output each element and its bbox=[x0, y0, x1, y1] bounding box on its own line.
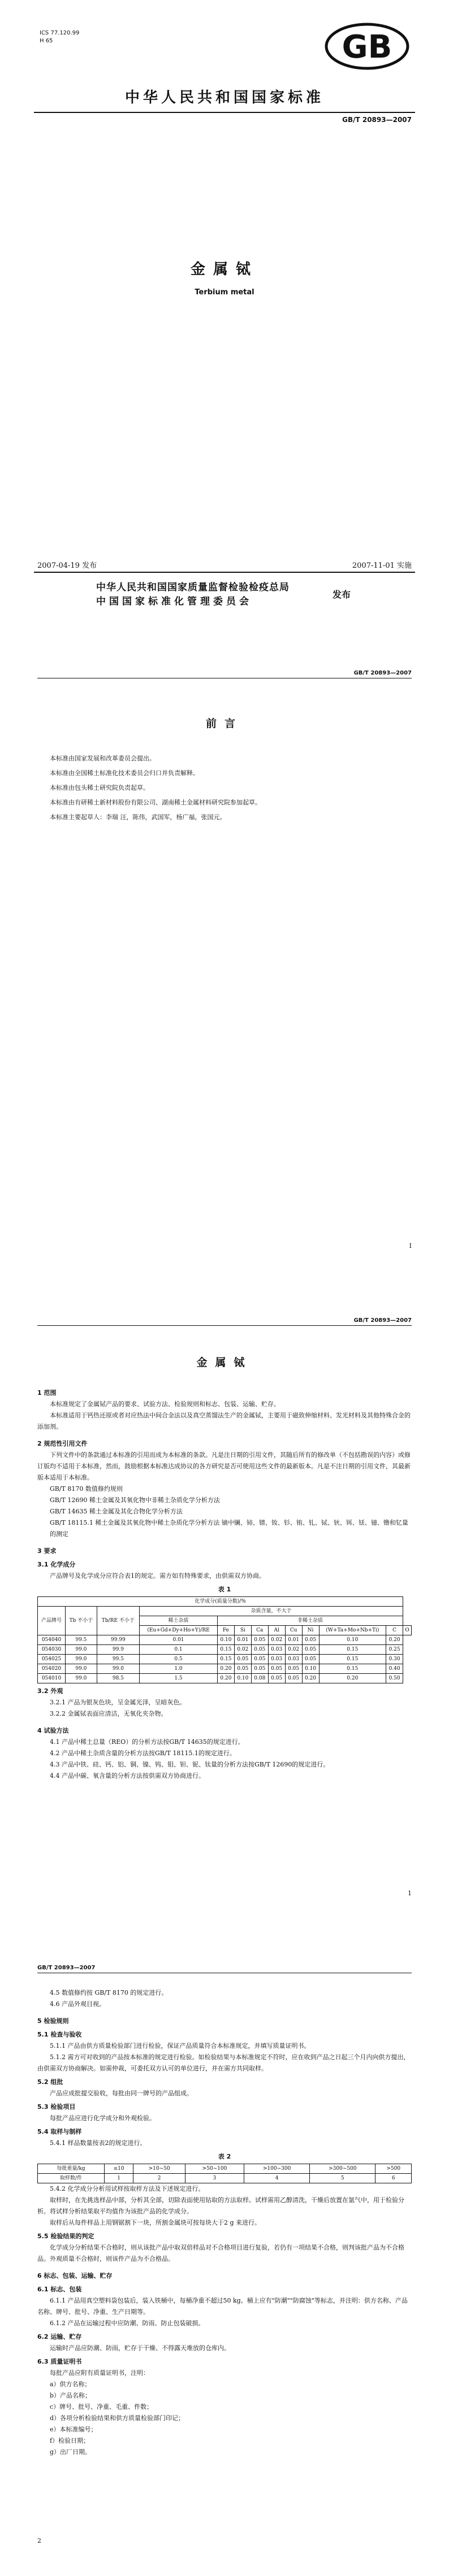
table-cell: 0.10 bbox=[319, 1635, 386, 1645]
col-impurity: Cu bbox=[285, 1626, 302, 1635]
subsection-heading: 5.4 取样与制样 bbox=[37, 2128, 82, 2135]
body-paragraph: 5.4.1 样品数量按表2的规定进行。 bbox=[50, 2139, 146, 2147]
table-cell: 0.5 bbox=[140, 1655, 218, 1664]
body-paragraph: 4.2 产品中稀土杂质含量的分析方法按GB/T 18115.1的规定进行。 bbox=[50, 1750, 236, 1757]
body-paragraph: 产品应成批提交验收，每批由同一牌号的产品组成。 bbox=[50, 2090, 193, 2097]
table-cell: 99.5 bbox=[97, 1655, 139, 1664]
table-cell: 0.15 bbox=[319, 1645, 386, 1655]
col-impurity: Fe bbox=[217, 1626, 234, 1635]
gb-logo-icon bbox=[325, 23, 409, 70]
running-header: GB/T 20893—2007 bbox=[353, 670, 412, 676]
body-paragraph: 本标准规定了金属铽产品的要求、试验方法、检验规则和标志、包装、运输、贮存。 bbox=[50, 1400, 280, 1408]
body-paragraph: 产品牌号及化学成分应符合表1的规定。需方如有特殊要求，由供需双方协商。 bbox=[50, 1572, 265, 1579]
ics-code: ICS 77.120.99 bbox=[40, 30, 80, 36]
publish-date: 2007-04-19 发布 bbox=[37, 562, 97, 570]
table-cell: 99.0 bbox=[97, 1664, 139, 1674]
section-heading: 1 范围 bbox=[37, 1389, 57, 1396]
page-2-content bbox=[37, 1987, 412, 2458]
foreword-paragraph: 本标准主要起草人：李瑞 汪，陈伟，武国军，杨广福，张国元。 bbox=[50, 813, 226, 821]
table-cell: 0.20 bbox=[319, 1674, 386, 1683]
table-cell: 6 bbox=[375, 2174, 412, 2183]
gb-logo-text: GB bbox=[342, 29, 392, 66]
col-impurity: Ca bbox=[251, 1626, 268, 1635]
subsection-heading: 6.2 运输、贮存 bbox=[37, 2333, 82, 2340]
section-heading: 4 试验方法 bbox=[37, 1727, 69, 1734]
subsection-heading: 3.2 外观 bbox=[37, 1687, 63, 1695]
col-grade: 产品牌号 bbox=[38, 1607, 66, 1635]
table-header-cell: >100~300 bbox=[244, 2164, 309, 2174]
table-cell: 0.01 bbox=[140, 1635, 218, 1645]
table-cell: 0.05 bbox=[268, 1664, 285, 1674]
col-re-sub: (Eu+Gd+Dy+Ho+Y)/RE bbox=[140, 1626, 218, 1635]
table-cell: 0.08 bbox=[251, 1674, 268, 1683]
table-cell: 054040 bbox=[38, 1635, 66, 1645]
table-cell: 0.20 bbox=[302, 1674, 319, 1683]
section-heading: 6 标志、包装、运输、贮存 bbox=[37, 2272, 113, 2279]
col-tb-re: Tb/RE 不小于 bbox=[97, 1607, 139, 1635]
col-impurity: Ni bbox=[302, 1626, 319, 1635]
list-item: a）供方名称； bbox=[50, 2381, 91, 2388]
body-paragraph: 化学成分分析结果不合格时，则从该批产品中取双倍样品对不合格项目进行复验，若仍有一项结果不合格，则判该批产品为不合格品。外观质量不合格时，则该件产品为不合格品。 bbox=[37, 2244, 404, 2262]
list-item: GB/T 8170 数值修约规则 bbox=[50, 1485, 123, 1492]
table-cell: 0.05 bbox=[251, 1645, 268, 1655]
table-header-cell: >300~500 bbox=[310, 2164, 375, 2174]
subsection-heading: 3.1 化学成分 bbox=[37, 1561, 76, 1568]
table-cell: 99.0 bbox=[66, 1664, 97, 1674]
table-row bbox=[38, 1655, 412, 1664]
table-cell: 99.0 bbox=[66, 1674, 97, 1683]
table-header-cell: 每批重量/kg bbox=[38, 2164, 105, 2174]
table-cell: 0.10 bbox=[217, 1635, 234, 1645]
body-paragraph: 5.1.1 产品由供方质量检验部门进行检验，保证产品质量符合本标准规定，并填写质量证明书。 bbox=[50, 2042, 310, 2050]
section-heading: 3 要求 bbox=[37, 1547, 57, 1555]
standard-title: 中华人民共和国国家标准 bbox=[124, 89, 324, 106]
body-paragraph: 3.2.2 金属铽表面应清洁，无氧化夹杂物。 bbox=[50, 1710, 167, 1717]
table-header-cell: >50~100 bbox=[185, 2164, 244, 2174]
table-cell: 1.0 bbox=[140, 1664, 218, 1674]
table-cell: 0.05 bbox=[285, 1674, 302, 1683]
table-cell: 0.02 bbox=[234, 1645, 251, 1655]
body-paragraph: 运输时产品应防潮、防雨，贮存于干燥、不得露天堆放的仓库内。 bbox=[50, 2344, 230, 2352]
table-2-caption: 表 2 bbox=[218, 2153, 231, 2160]
body-paragraph: 每批产品应进行化学成分和外观检验。 bbox=[50, 2114, 156, 2122]
subsection-heading: 6.1 标志、包装 bbox=[37, 2286, 82, 2293]
table-cell: 3 bbox=[185, 2174, 244, 2183]
issuer-sac: 中国国家标准化管理委员会 bbox=[96, 596, 252, 607]
group-nonre-impurity: 非稀土杂质 bbox=[217, 1616, 403, 1626]
table-2-header bbox=[38, 2164, 412, 2174]
body-paragraph: 6.1.2 产品在运输过程中应防潮、防雨、防止包装破损。 bbox=[50, 2320, 205, 2327]
list-item: f）检验日期； bbox=[50, 2437, 90, 2444]
section-heading: 2 规范性引用文件 bbox=[37, 1440, 88, 1447]
table-cell: 0.05 bbox=[268, 1674, 285, 1683]
group-re-impurity: 稀土杂质 bbox=[140, 1616, 218, 1626]
content-page-2 bbox=[0, 1942, 449, 2576]
table-row bbox=[38, 1674, 412, 1683]
table-header-cell: >500 bbox=[375, 2164, 412, 2174]
body-paragraph: 3.2.1 产品为银灰色块，呈金属光泽，呈暗灰色。 bbox=[50, 1699, 186, 1706]
table-cell: 99.0 bbox=[66, 1655, 97, 1664]
table-1-caption: 表 1 bbox=[218, 1586, 231, 1593]
table-cell: 0.10 bbox=[234, 1674, 251, 1683]
group-impurity: 杂质含量，不大于 bbox=[140, 1607, 403, 1616]
running-header: GB/T 20893—2007 bbox=[353, 1317, 412, 1324]
table-cell: 5 bbox=[310, 2174, 375, 2183]
table-1-top-header: 化学成分(质量分数)/% bbox=[38, 1597, 403, 1607]
foreword-page bbox=[0, 647, 449, 1281]
implement-date: 2007-11-01 实施 bbox=[352, 562, 412, 570]
content-page-1 bbox=[0, 1295, 449, 1929]
table-cell: 0.05 bbox=[234, 1664, 251, 1674]
section-heading: 5 检验规则 bbox=[37, 2017, 69, 2025]
table-cell: 0.10 bbox=[302, 1664, 319, 1674]
col-impurity: C bbox=[386, 1626, 403, 1635]
table-cell: 0.30 bbox=[386, 1655, 403, 1664]
col-impurity: (W+Ta+Mo+Nb+Ti) bbox=[319, 1626, 386, 1635]
subsection-heading: 5.2 组批 bbox=[37, 2078, 63, 2086]
table-cell: 0.03 bbox=[268, 1655, 285, 1664]
issuer-aqsiq: 中华人民共和国国家质量监督检验检疫总局 bbox=[96, 582, 290, 593]
table-cell: 0.05 bbox=[234, 1655, 251, 1664]
table-row bbox=[38, 1664, 412, 1674]
table-cell: 1 bbox=[104, 2174, 133, 2183]
body-paragraph: 4.6 产品外观目视。 bbox=[50, 2000, 105, 2008]
foreword-paragraph: 本标准由全国稀土标准化技术委员会归口并负责解释。 bbox=[50, 769, 199, 777]
page-1-after-table bbox=[37, 1686, 412, 1782]
body-paragraph: 每批产品应附有质量证明书，注明： bbox=[50, 2369, 149, 2377]
table-cell: 0.05 bbox=[285, 1664, 302, 1674]
table-cell: 0.20 bbox=[386, 1635, 403, 1645]
page-number: 1 bbox=[408, 1890, 412, 1897]
table-cell: 0.40 bbox=[386, 1664, 403, 1674]
col-impurity: Si bbox=[234, 1626, 251, 1635]
table-cell: 0.15 bbox=[319, 1664, 386, 1674]
list-item: e）本标准编号； bbox=[50, 2426, 97, 2433]
table-1 bbox=[37, 1596, 412, 1683]
table-cell: 054010 bbox=[38, 1674, 66, 1683]
subsection-heading: 6.3 质量证明书 bbox=[37, 2358, 82, 2365]
subsection-heading: 5.3 检验项目 bbox=[37, 2103, 76, 2111]
document-title-en: Terbium metal bbox=[195, 288, 254, 297]
body-paragraph: 4.4 产品中碳、氧含量的分析方法按供需双方协商进行。 bbox=[50, 1772, 205, 1779]
table-row bbox=[38, 1645, 412, 1655]
table-cell: 0.05 bbox=[302, 1645, 319, 1655]
body-paragraph: 取样时，在先挑选样品中部，分析其全部，切除表面使用钻取的方法取样。试样需用乙醇清洗，干燥后放置在氩气中，用于检验分析。将试样分析结果取平均值作为该批产品的化学成分。 bbox=[37, 2196, 404, 2215]
issuing-bodies bbox=[96, 581, 339, 609]
table-cell: 取样数/件 bbox=[38, 2174, 105, 2183]
page-gap bbox=[0, 1929, 449, 1942]
body-paragraph: 6.1.1 产品用真空塑料袋包装后，装入铁桶中，每桶净重不超过50 kg。桶上应有"防潮""防腐蚀"等标志，并注明：供方名称、产品名称、牌号、批号、净重、生产日期等。 bbox=[37, 2297, 408, 2316]
table-cell: 1.5 bbox=[140, 1674, 218, 1683]
page-1-sections bbox=[37, 1387, 412, 1582]
body-paragraph: 取样后从每件样品上用钢锯割下一块，所割金属块可按每块大于2 g 来进行。 bbox=[50, 2219, 261, 2226]
page-number: 2 bbox=[37, 2537, 41, 2544]
table-cell: 99.0 bbox=[66, 1645, 97, 1655]
table-cell: 0.05 bbox=[251, 1664, 268, 1674]
body-paragraph: 5.1.2 需方可对收到的产品按本标准的规定进行检验。如检验结果与本标准规定不符时，应在收到产品之日起三个月内向供方提出，由供需双方协商解决。如需仲裁，可委托双方认可的单位进行，并在需方共同取样。 bbox=[37, 2053, 410, 2072]
table-cell: 0.50 bbox=[386, 1674, 403, 1683]
body-paragraph: 下列文件中的条款通过本标准的引用而成为本标准的条款。凡是注日期的引用文件，其随后所有的修改单（不包括勘误的内容）或修订版均不适用于本标准，然而，鼓励根据本标准达成协议的各方研究是否可使用这些文件的最新版本。凡是不注日期的引用文件，其最新版本适用于本标准。 bbox=[37, 1451, 411, 1481]
cover-page bbox=[0, 0, 449, 634]
table-cell: 98.5 bbox=[97, 1674, 139, 1683]
table-cell: 4 bbox=[244, 2174, 309, 2183]
table-row bbox=[38, 1635, 412, 1645]
table-cell: 99.99 bbox=[97, 1635, 139, 1645]
table-cell: 0.01 bbox=[285, 1635, 302, 1645]
document-title: 金属铽 bbox=[190, 261, 258, 278]
list-item: g）出厂日期。 bbox=[50, 2448, 92, 2456]
table-cell: 0.05 bbox=[251, 1635, 268, 1645]
subsection-heading: 5.5 检验结果的判定 bbox=[37, 2233, 94, 2240]
body-paragraph: 4.5 数值修约按 GB/T 8170 的规定进行。 bbox=[50, 1989, 168, 1996]
col-impurity: Al bbox=[268, 1626, 285, 1635]
table-header-cell: >10~50 bbox=[133, 2164, 185, 2174]
table-cell: 0.02 bbox=[285, 1645, 302, 1655]
cover-divider-bottom bbox=[34, 572, 415, 573]
table-cell: 0.20 bbox=[217, 1664, 234, 1674]
page-number: I bbox=[409, 1242, 412, 1250]
list-item: GB/T 12690 稀土金属及其氧化物中非稀土杂质化学分析方法 bbox=[50, 1496, 220, 1504]
foreword-paragraph: 本标准由国家发展和改革委员会提出。 bbox=[50, 755, 156, 762]
issue-word: 发布 bbox=[333, 589, 351, 600]
table-2 bbox=[37, 2164, 412, 2183]
list-item: GB/T 14635 稀土金属及其化合物化学分析方法 bbox=[50, 1508, 183, 1515]
table-cell: 0.01 bbox=[234, 1635, 251, 1645]
foreword-paragraph: 本标准由有研稀土新材料股份有限公司、湖南稀土金属材料研究院参加起草。 bbox=[50, 799, 261, 806]
page-2-sections-top bbox=[37, 1987, 412, 2149]
header-rule bbox=[37, 1325, 412, 1326]
table-cell: 0.02 bbox=[268, 1635, 285, 1645]
foreword-title: 前言 bbox=[205, 717, 243, 730]
table-header-cell: ≤10 bbox=[104, 2164, 133, 2174]
table-cell: 99.5 bbox=[66, 1635, 97, 1645]
page-gap bbox=[0, 634, 449, 647]
running-header: GB/T 20893—2007 bbox=[37, 1965, 96, 1971]
table-cell: 0.15 bbox=[217, 1655, 234, 1664]
body-paragraph: 4.1 产品中稀土总量（REO）的分析方法按GB/T 14635的规定进行。 bbox=[50, 1738, 244, 1746]
body-paragraph: 4.3 产品中铁、硅、钙、铝、铜、镍、钨、钼、钽、铌、钛量的分析方法按GB/T 12690的规定进行。 bbox=[50, 1761, 330, 1768]
table-cell: 0.20 bbox=[217, 1674, 234, 1683]
list-item: d）各项分析检验结果和供方质量检验部门印记； bbox=[50, 2414, 185, 2422]
col-tb: Tb 不小于 bbox=[66, 1607, 97, 1635]
table-cell: 0.1 bbox=[140, 1645, 218, 1655]
page-1-content bbox=[37, 1349, 412, 1782]
foreword-paragraph: 本标准由包头稀土研究院负责起草。 bbox=[50, 784, 149, 791]
table-cell: 054020 bbox=[38, 1664, 66, 1674]
list-item: b）产品名称； bbox=[50, 2392, 92, 2399]
table-cell: 0.15 bbox=[319, 1655, 386, 1664]
table-row bbox=[38, 2174, 412, 2183]
page-gap bbox=[0, 1281, 449, 1295]
ccs-code: H 65 bbox=[40, 38, 53, 44]
page-2-sections-bottom bbox=[37, 2183, 412, 2458]
table-cell: 0.03 bbox=[268, 1645, 285, 1655]
table-1-body bbox=[38, 1635, 412, 1683]
table-cell: 054025 bbox=[38, 1655, 66, 1664]
list-item: GB/T 18115.1 稀土金属及其氧化物中稀土杂质化学分析方法 镝中镧、铈、镨、钕、钐、铕、钆、铽、钬、铒、铥、镱、镥和钇量的测定 bbox=[50, 1519, 408, 1538]
cover-divider-top bbox=[34, 112, 415, 113]
standard-number: GB/T 20893—2007 bbox=[342, 116, 412, 124]
classification-codes bbox=[40, 29, 79, 45]
table-cell: 0.03 bbox=[285, 1655, 302, 1664]
table-cell: 0.05 bbox=[302, 1635, 319, 1645]
list-item: c）牌号、批号、净重、毛重、件数； bbox=[50, 2403, 153, 2410]
body-paragraph: 5.4.2 化学成分分析用试样按取样方法及下述规定进行。 bbox=[50, 2185, 205, 2192]
col-impurity: O bbox=[403, 1626, 412, 1635]
table-cell: 99.9 bbox=[97, 1645, 139, 1655]
subsection-heading: 5.1 检查与验收 bbox=[37, 2031, 82, 2038]
foreword-body bbox=[37, 751, 412, 825]
body-paragraph: 本标准适用于钙热还原或者对应热法中间合金法以及真空蒸馏法生产的金属铽，主要用于磁致伸缩材料、发光材料及其他特殊合金的添加剂。 bbox=[37, 1412, 411, 1430]
table-cell: 0.05 bbox=[251, 1655, 268, 1664]
table-cell: 2 bbox=[133, 2174, 185, 2183]
table-cell: 054030 bbox=[38, 1645, 66, 1655]
table-cell: 0.05 bbox=[302, 1655, 319, 1664]
main-title: 金属铽 bbox=[196, 1356, 253, 1369]
table-cell: 0.25 bbox=[386, 1645, 403, 1655]
table-cell: 0.15 bbox=[217, 1645, 234, 1655]
